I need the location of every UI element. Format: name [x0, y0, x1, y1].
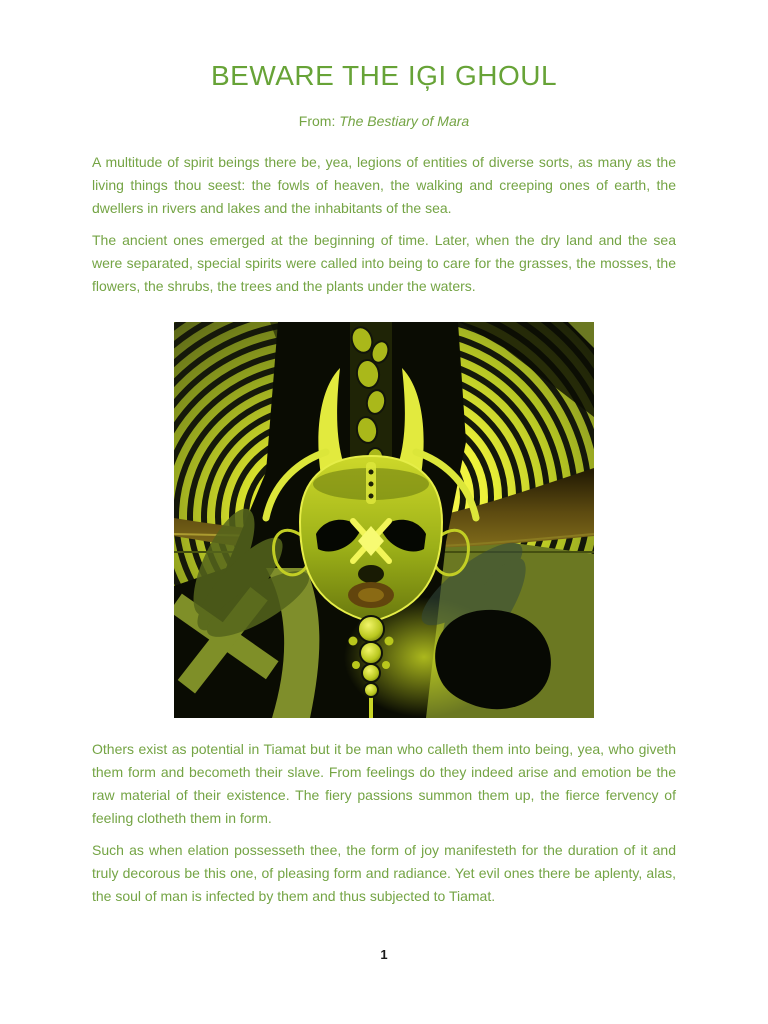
page-title: BEWARE THE IĢI GHOUL [210, 60, 558, 91]
subtitle-source: The Bestiary of Mara [339, 113, 470, 129]
fractal-artwork [174, 322, 594, 718]
subtitle-prefix: From: [298, 113, 340, 129]
page-number: 1 [380, 947, 388, 962]
subtitle [92, 112, 676, 131]
paragraph-3: Others exist as potential in Tiamat but it be man who calleth them into being, yea, who giveth them form and becometh their slave. From feelings do they indeed arise and emotion be the raw material of their existence. The fiery passions summon them up, the fierce fervency of feeling clotheth them in form. [92, 741, 676, 826]
fractal-artwork-canvas [174, 322, 594, 718]
paragraph-1: A multitude of spirit beings there be, yea, legions of entities of diverse sorts, as many as the living things thou seest: the fowls of heaven, the walking and creeping ones of earth, the dwellers in rivers and lakes and the inhabitants of the sea. [92, 154, 676, 216]
paragraph-2: The ancient ones emerged at the beginning of time. Later, when the dry land and the sea were separated, special spirits were called into being to care for the grasses, the mosses, the flowers, the shrubs, the trees and the plants under the waters. [92, 232, 676, 294]
paragraph-4: Such as when elation possesseth thee, the form of joy manifesteth for the duration of it and truly decorous be this one, of pleasing form and radiance. Yet evil ones there be aplenty, alas, the soul of man is infected by them and thus subjected to Tiamat. [92, 842, 676, 904]
